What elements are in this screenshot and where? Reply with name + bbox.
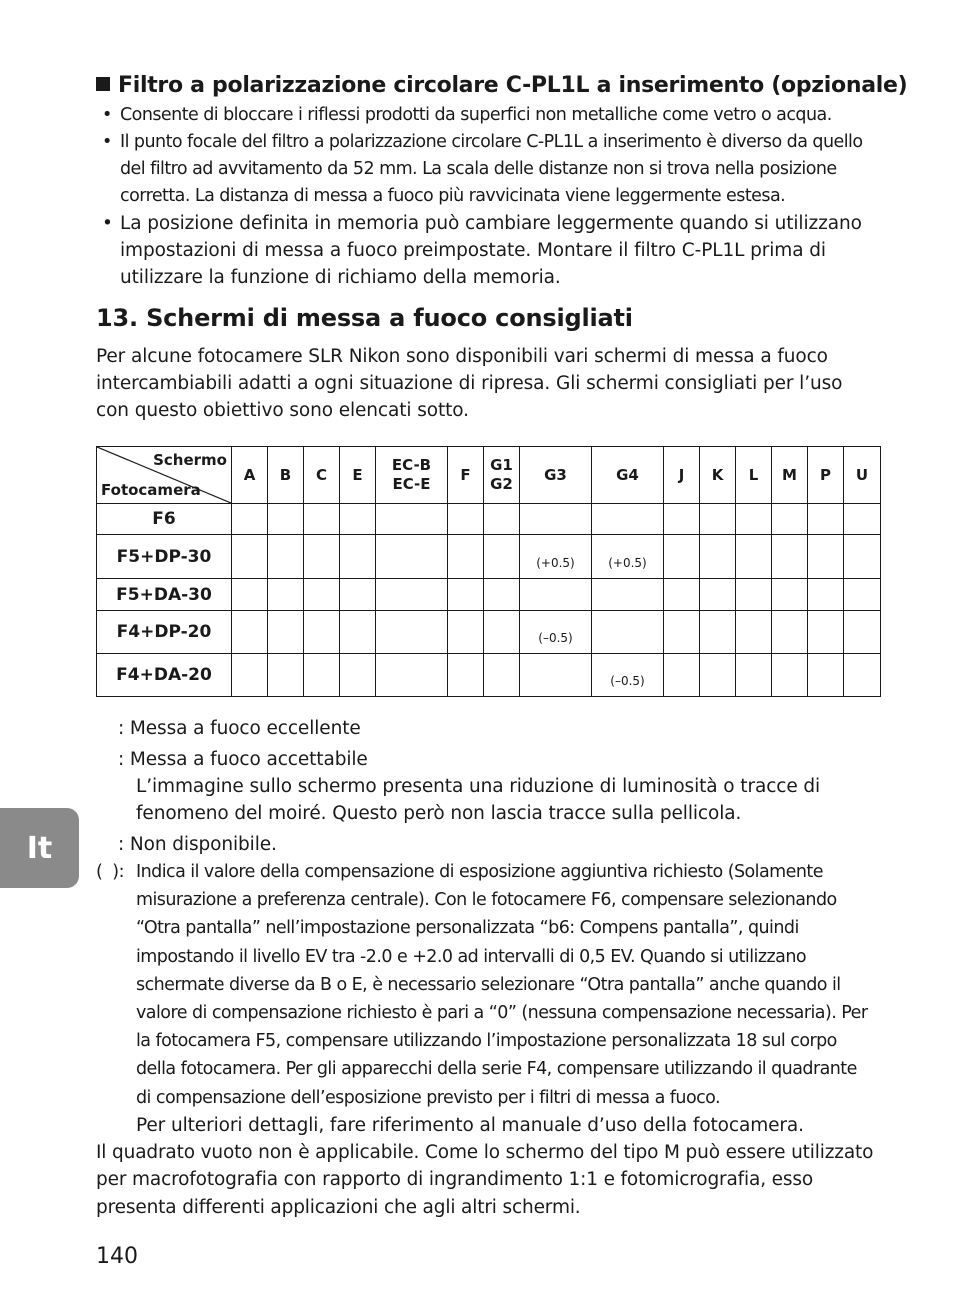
table-cell (340, 504, 376, 535)
table-cell-g3 (520, 611, 592, 654)
table-cell (448, 504, 484, 535)
table-cell (268, 579, 304, 611)
table-cell (736, 654, 772, 697)
bullet-item: • Il punto focale del filtro a polarizzazione circolare C-PL1L a inserimento è diverso da quello del filtro ad avvitamento da 52 mm. La scala delle distanze non si trova nella posizione corretta. La distanza di messa a fuoco più ravvicinata viene leggermente estesa. (96, 129, 876, 210)
table-cell (808, 611, 844, 654)
corner-label-screen: Schermo (153, 451, 227, 469)
table-cell (808, 579, 844, 611)
table-row (97, 611, 881, 654)
legend-compensation-last (96, 1112, 876, 1139)
camera-cell: F6 (97, 504, 232, 535)
table-cell (340, 611, 376, 654)
language-tab: It (0, 808, 79, 888)
table-cell (736, 535, 772, 579)
table-cell (448, 535, 484, 579)
table-cell (448, 611, 484, 654)
legend-excellent-text: : Messa a fuoco eccellente (118, 718, 361, 739)
table-row (97, 535, 881, 579)
table-cell (304, 654, 340, 697)
table-cell (268, 611, 304, 654)
page-content (96, 70, 908, 1221)
column-header: K (700, 447, 736, 504)
compensation-value: (–0.5) (610, 674, 645, 688)
parenthesis-symbol: ( ): (96, 862, 124, 882)
table-cell (484, 535, 520, 579)
table-cell (268, 504, 304, 535)
column-header: A (232, 447, 268, 504)
bullet-item: • La posizione definita in memoria può cambiare leggermente quando si utilizzano impostazioni di messa a fuoco preimpostate. Montare il filtro C-PL1L prima di utilizzare la funzione di richiamo della memoria. (96, 210, 876, 291)
legend-acceptable-text: : Messa a fuoco accettabile (118, 749, 368, 770)
legend-excellent (96, 715, 876, 742)
table-cell (376, 535, 448, 579)
table-cell (304, 611, 340, 654)
legend-compensation-last-text: Per ulteriori dettagli, fare riferimento al manuale d’uso della fotocamera. (136, 1114, 804, 1136)
table-cell (700, 504, 736, 535)
camera-cell: F4+DA-20 (97, 654, 232, 697)
table-row (97, 654, 881, 697)
column-header-line: G1 (490, 456, 513, 474)
table-legend (96, 715, 876, 1139)
section-title: 13. Schermi di messa a fuoco consigliati (96, 304, 633, 332)
column-header: C (304, 447, 340, 504)
table-cell (340, 579, 376, 611)
table-cell (772, 535, 808, 579)
legend-acceptable-note (96, 773, 876, 827)
bullet-item: • Consente di bloccare i riflessi prodotti da superfici non metalliche come vetro o acqua. (96, 102, 876, 129)
table-cell (808, 535, 844, 579)
table-cell-g4 (592, 611, 664, 654)
table-cell (700, 579, 736, 611)
table-cell (844, 654, 881, 697)
corner-header (97, 447, 232, 504)
camera-cell: F4+DP-20 (97, 611, 232, 654)
table-cell (736, 611, 772, 654)
table-cell-g4 (592, 504, 664, 535)
closing-paragraph: Il quadrato vuoto non è applicabile. Come lo schermo del tipo M può essere utilizzato per macrofotografia con rapporto di ingrandimento 1:1 e fotomicrografia, esso presenta differenti applicazioni che agli altri schermi. (96, 1141, 874, 1218)
column-header-line: EC-E (392, 475, 431, 493)
table-cell (664, 504, 700, 535)
table-cell (844, 535, 881, 579)
polarizer-heading (96, 70, 908, 102)
column-header: F (448, 447, 484, 504)
table-header-row (97, 447, 881, 504)
table-cell (700, 535, 736, 579)
camera-cell: F5+DA-30 (97, 579, 232, 611)
table-cell (376, 611, 448, 654)
polarizer-heading-text: Filtro a polarizzazione circolare C-PL1L a inserimento (opzionale) (118, 73, 908, 98)
column-header: J (664, 447, 700, 504)
table-cell (484, 654, 520, 697)
column-header-line: EC-B (391, 456, 432, 474)
table-cell (232, 654, 268, 697)
table-cell (664, 611, 700, 654)
table-cell (304, 579, 340, 611)
table-cell (304, 504, 340, 535)
square-bullet-icon (96, 77, 110, 91)
table-cell (232, 579, 268, 611)
table-cell (772, 654, 808, 697)
polarizer-bullets (96, 102, 876, 291)
column-header: B (268, 447, 304, 504)
table-cell (484, 504, 520, 535)
compensation-value: (+0.5) (608, 556, 647, 570)
table-cell-g4 (592, 535, 664, 579)
legend-compensation (96, 858, 876, 1112)
column-header: E (340, 447, 376, 504)
section-intro: Per alcune fotocamere SLR Nikon sono disponibili vari schermi di messa a fuoco intercambiabili adatti a ogni situazione di ripresa. Gli schermi consigliati per l’uso con questo obiettivo sono elencati sotto. (96, 346, 843, 421)
table-cell (808, 654, 844, 697)
table-cell (736, 504, 772, 535)
table-cell-g3 (520, 535, 592, 579)
column-header: L (736, 447, 772, 504)
table-cell (484, 579, 520, 611)
table-cell (772, 504, 808, 535)
table-cell (304, 535, 340, 579)
table-cell-g4 (592, 654, 664, 697)
table-cell (772, 579, 808, 611)
table-cell (340, 654, 376, 697)
table-cell (268, 654, 304, 697)
legend-unavailable-text: : Non disponibile. (118, 834, 277, 855)
legend-unavailable (96, 831, 876, 858)
table-cell (772, 611, 808, 654)
table-row (97, 579, 881, 611)
table-cell (268, 535, 304, 579)
table-cell (700, 654, 736, 697)
table-cell (340, 535, 376, 579)
column-header (484, 447, 520, 504)
compensation-value: (+0.5) (536, 556, 575, 570)
table-cell (448, 654, 484, 697)
column-header: P (808, 447, 844, 504)
table-cell (232, 535, 268, 579)
legend-compensation-text: Indica il valore della compensazione di esposizione aggiuntiva richiesto (Solamente misurazione a preferenza centrale). Con le fotocamere F6, compensare selezionando “Otra pantalla” nell’impostazione personalizzata “b6: Compens pantalla”, quindi impostando il livello EV tra -2.0 e +2.0 ad intervalli di 0,5 EV. Quando si utilizzano schermate diverse da B o E, è necessario selezionare “Otra pantalla” anche quando il valore di compensazione richiesto è pari a “0” (nessuna compensazione necessaria). Per la fotocamera F5, compensare utilizzando l’impostazione personalizzata 18 sul corpo della fotocamera. Per gli apparecchi della serie F4, compensare utilizzando il quadrante di compensazione dell’esposizione previsto per i filtri di messa a fuoco. (136, 862, 868, 1108)
table-cell (844, 611, 881, 654)
column-header-line: G2 (490, 475, 513, 493)
legend-acceptable-note-text: L’immagine sullo schermo presenta una riduzione di luminosità o tracce di fenomeno del moiré. Questo però non lascia tracce sulla pellicola. (136, 776, 821, 824)
column-header: G3 (520, 447, 592, 504)
table-cell (808, 504, 844, 535)
table-cell-g4 (592, 579, 664, 611)
table-cell (664, 579, 700, 611)
table-cell (376, 579, 448, 611)
table-cell (232, 611, 268, 654)
table-cell (232, 504, 268, 535)
corner-label-camera: Fotocamera (101, 481, 201, 499)
legend-acceptable (96, 746, 876, 773)
column-header: M (772, 447, 808, 504)
focusing-screens-table (96, 446, 881, 697)
table-cell (484, 611, 520, 654)
table-cell-g3 (520, 504, 592, 535)
table-cell-g3 (520, 654, 592, 697)
table-cell (376, 504, 448, 535)
table-cell (700, 611, 736, 654)
table-row (97, 504, 881, 535)
table-cell (664, 535, 700, 579)
table-cell (664, 654, 700, 697)
table-cell (376, 654, 448, 697)
table-cell (736, 579, 772, 611)
camera-cell: F5+DP-30 (97, 535, 232, 579)
column-header: U (844, 447, 881, 504)
table-cell (448, 579, 484, 611)
compensation-value: (–0.5) (538, 631, 573, 645)
page-number: 140 (96, 1244, 138, 1269)
column-header (376, 447, 448, 504)
table-cell (844, 579, 881, 611)
column-header: G4 (592, 447, 664, 504)
table-cell-g3 (520, 579, 592, 611)
table-cell (844, 504, 881, 535)
